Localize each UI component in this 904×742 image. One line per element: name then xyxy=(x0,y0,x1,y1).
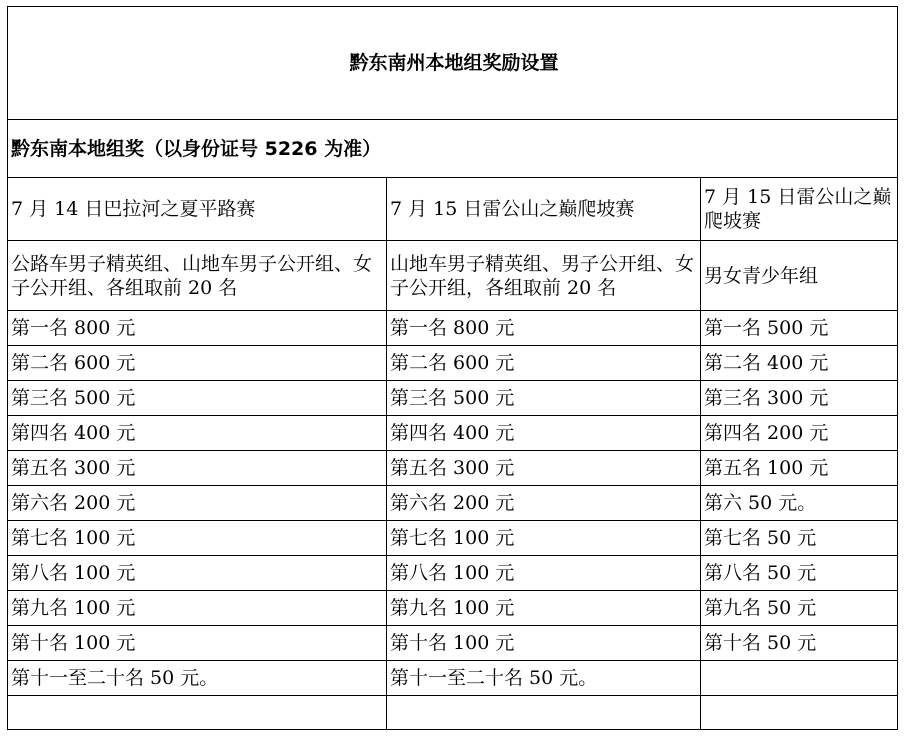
column-header-2: 7 月 15 日雷公山之巅爬坡赛 xyxy=(387,178,701,241)
reward-table xyxy=(7,6,898,730)
prize-cell: 第十名 100 元 xyxy=(387,626,701,661)
column-header-1: 7 月 14 日巴拉河之夏平路赛 xyxy=(8,178,387,241)
prize-cell: 第五名 300 元 xyxy=(387,451,701,486)
prize-cell: 第四名 200 元 xyxy=(701,416,898,451)
prize-cell: 第十名 100 元 xyxy=(8,626,387,661)
prize-cell: 第五名 100 元 xyxy=(701,451,898,486)
prize-cell: 第六名 200 元 xyxy=(8,486,387,521)
prize-cell xyxy=(701,661,898,696)
table-title: 黔东南州本地组奖励设置 xyxy=(8,7,898,120)
prize-cell: 第十名 50 元 xyxy=(701,626,898,661)
table-row xyxy=(8,661,898,696)
table-row xyxy=(8,556,898,591)
empty-cell xyxy=(8,696,387,730)
prize-cell: 第二名 600 元 xyxy=(387,346,701,381)
prize-cell: 第一名 800 元 xyxy=(8,311,387,346)
table-row xyxy=(8,381,898,416)
table-row xyxy=(8,626,898,661)
empty-cell xyxy=(387,696,701,730)
table-row xyxy=(8,591,898,626)
prize-cell: 第七名 100 元 xyxy=(387,521,701,556)
group-description-1: 公路车男子精英组、山地车男子公开组、女子公开组、各组取前 20 名 xyxy=(8,241,387,311)
table-row xyxy=(8,521,898,556)
prize-cell: 第七名 50 元 xyxy=(701,521,898,556)
prize-cell: 第七名 100 元 xyxy=(8,521,387,556)
group-description-3: 男女青少年组 xyxy=(701,241,898,311)
column-header-3: 7 月 15 日雷公山之巅爬坡赛 xyxy=(701,178,898,241)
prize-cell: 第三名 500 元 xyxy=(387,381,701,416)
table-row xyxy=(8,346,898,381)
table-subtitle: 黔东南本地组奖（以身份证号 5226 为准） xyxy=(8,120,898,178)
group-description-2: 山地车男子精英组、男子公开组、女子公开组，各组取前 20 名 xyxy=(387,241,701,311)
prize-cell: 第五名 300 元 xyxy=(8,451,387,486)
prize-cell: 第一名 500 元 xyxy=(701,311,898,346)
empty-row xyxy=(8,696,898,730)
prize-cell: 第九名 100 元 xyxy=(8,591,387,626)
prize-cell: 第四名 400 元 xyxy=(8,416,387,451)
prize-cell: 第八名 50 元 xyxy=(701,556,898,591)
prize-cell: 第六 50 元。 xyxy=(701,486,898,521)
empty-cell xyxy=(701,696,898,730)
table-row xyxy=(8,451,898,486)
prize-cell: 第十一至二十名 50 元。 xyxy=(8,661,387,696)
prize-cell: 第三名 500 元 xyxy=(8,381,387,416)
table-row xyxy=(8,416,898,451)
prize-cell: 第八名 100 元 xyxy=(8,556,387,591)
prize-cell: 第八名 100 元 xyxy=(387,556,701,591)
table-row xyxy=(8,311,898,346)
prize-cell: 第九名 50 元 xyxy=(701,591,898,626)
prize-cell: 第四名 400 元 xyxy=(387,416,701,451)
prize-cell: 第十一至二十名 50 元。 xyxy=(387,661,701,696)
prize-cell: 第一名 800 元 xyxy=(387,311,701,346)
prize-cell: 第六名 200 元 xyxy=(387,486,701,521)
prize-cell: 第九名 100 元 xyxy=(387,591,701,626)
prize-cell: 第三名 300 元 xyxy=(701,381,898,416)
prize-cell: 第二名 400 元 xyxy=(701,346,898,381)
prize-cell: 第二名 600 元 xyxy=(8,346,387,381)
table-row xyxy=(8,486,898,521)
